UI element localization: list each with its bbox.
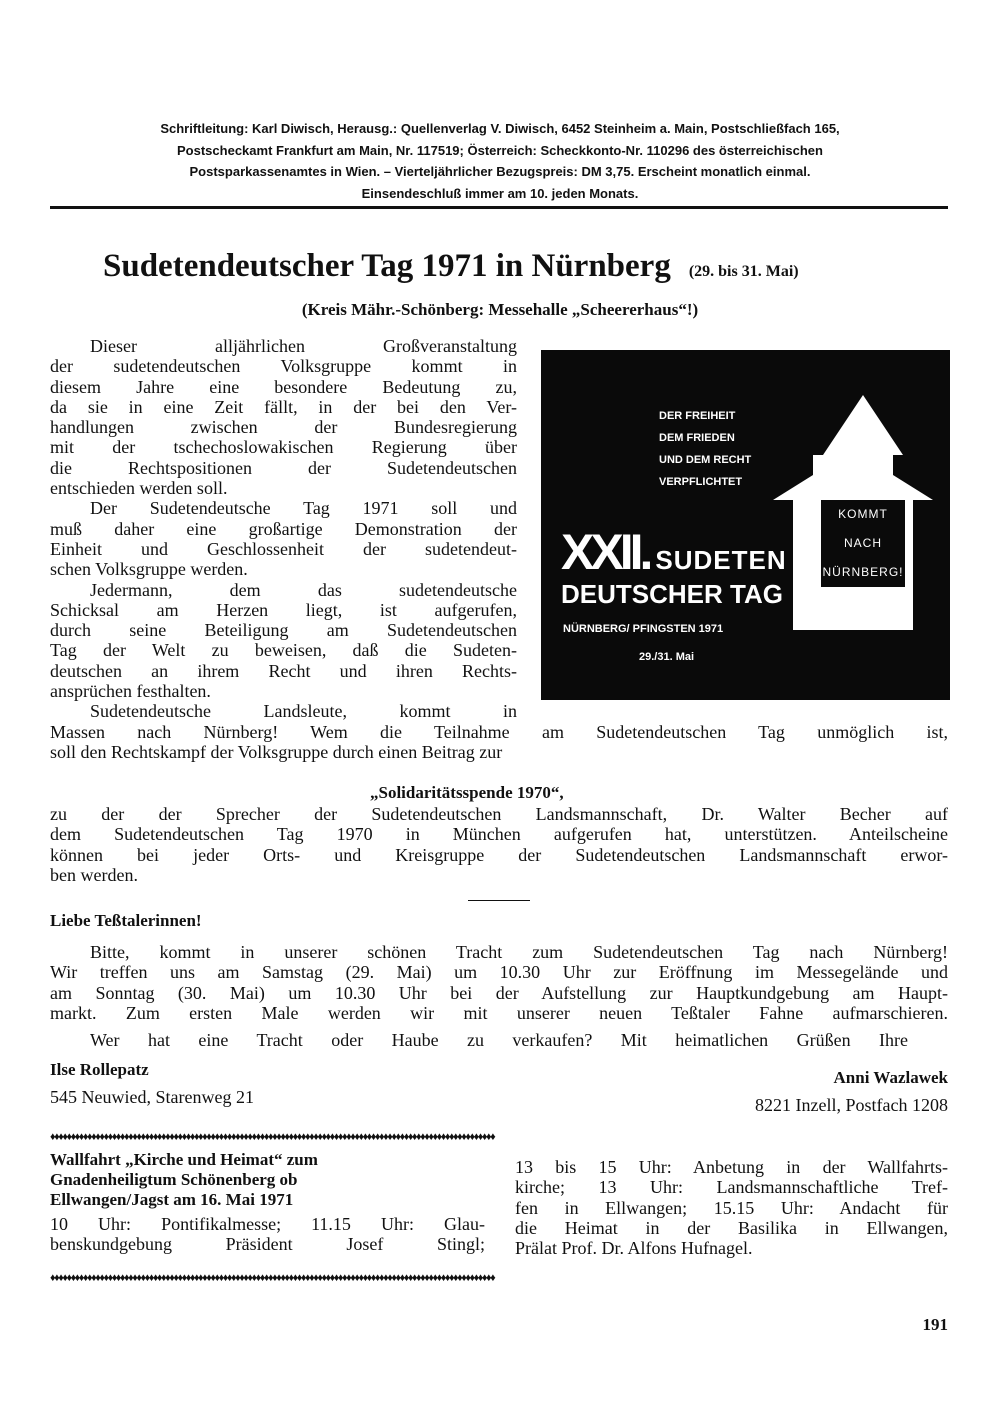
sender2-name: Anni Wazlawek — [833, 1068, 948, 1087]
text-line: deutschen an ihrem Recht und ihren Rechts- — [50, 660, 517, 681]
text-line: 10 Uhr: Pontifikalmesse; 11.15 Uhr: Glau- — [50, 1214, 485, 1234]
text-line: diesem Jahre eine besondere Bedeutung zu, — [50, 376, 517, 397]
poster-line1: SUDETEN — [655, 545, 787, 575]
slogan-line: UND DEM RECHT — [659, 454, 752, 466]
pilgrimage-heading-line: Gnadenheiligtum Schönenberg ob — [50, 1170, 298, 1189]
text-line: Jedermann, dem das sudetendeutsche — [90, 579, 517, 600]
sender1-name: Ilse Rollepatz — [50, 1060, 149, 1079]
text-line: dem Sudetendeutschen Tag 1970 in München aufgerufen hat, unterstützen. Anteilscheine — [50, 824, 948, 845]
slogan-line: DEM FRIEDEN — [659, 432, 735, 444]
text-line: Wir treffen uns am Samstag (29. Mai) um 10.30 Uhr zur Eröffnung im Messegelände und — [50, 962, 948, 983]
masthead-line: Postsparkassenamtes in Wien. – Vierteljährlicher Bezugspreis: DM 3,75. Erscheint monatlich einmal. — [189, 164, 811, 179]
poster-headline — [561, 526, 787, 610]
title-text: Sudetendeutscher Tag 1971 in Nürnberg — [103, 248, 671, 284]
text-line: Prälat Prof. Dr. Alfons Hufnagel. — [515, 1238, 753, 1259]
text-line: Schicksal am Herzen liegt, ist aufgerufen, — [50, 599, 517, 620]
masthead-line: Postscheckamt Frankfurt am Main, Nr. 117519; Österreich: Scheckkonto-Nr. 110296 des österreichischen — [177, 142, 823, 158]
text-line: Dieser alljährlichen Großveranstaltung — [90, 336, 517, 356]
poster-line2: DEUTSCHER TAG — [561, 579, 783, 609]
tower-line: KOMMT — [838, 507, 888, 521]
slogan-line: DER FREIHEIT — [659, 410, 736, 422]
poster-headline-row — [561, 526, 787, 578]
text-line: am Sonntag (30. Mai) um 10.30 Uhr bei der Aufstellung zur Hauptkundgebung am Haupt- — [50, 982, 948, 1003]
text-line: muß daher eine großartige Demonstration der — [50, 518, 517, 539]
tower-line: NÜRNBERG! — [822, 565, 904, 579]
donation-heading: „Solidaritätsspende 1970“, — [370, 783, 564, 802]
ornament-divider: ♦♦♦♦♦♦♦♦♦♦♦♦♦♦♦♦♦♦♦♦♦♦♦♦♦♦♦♦♦♦♦♦♦♦♦♦♦♦♦♦♦♦♦♦♦♦♦♦♦♦♦♦♦♦♦♦♦♦♦♦♦♦♦♦♦♦♦♦♦♦♦♦♦♦♦♦♦♦♦♦♦♦♦♦♦♦♦♦♦♦♦♦♦♦♦♦♦♦♦♦♦♦♦♦♦♦♦♦ — [50, 1131, 495, 1143]
donation-paragraph — [50, 804, 948, 885]
text-line: Wer hat eine Tracht oder Haube zu verkaufen? Mit heimatlichen Grüßen Ihre — [90, 1030, 908, 1050]
pilgrimage-heading-line: Wallfahrt „Kirche und Heimat“ zum — [50, 1150, 318, 1169]
text-line: der sudetendeutschen Volksgruppe kommt in — [50, 356, 517, 377]
masthead-line: Schriftleitung: Karl Diwisch, Herausg.: Quellenverlag V. Diwisch, 6452 Steinheim a. Main, Postschließfach 165, — [160, 121, 840, 136]
sender2-address: 8221 Inzell, Postfach 1208 — [755, 1095, 948, 1115]
event-poster — [541, 350, 950, 700]
tower-line: NACH — [843, 536, 882, 550]
text-line: schen Volksgruppe werden. — [50, 559, 248, 580]
article-continuation — [50, 722, 948, 763]
text-line: Einheit und Geschlossenheit der sudetendeut- — [50, 538, 517, 559]
poster-date: 29./31. Mai — [639, 651, 695, 663]
masthead-line: Einsendeschluß immer am 10. jeden Monats. — [361, 185, 639, 201]
tower-text — [821, 500, 905, 587]
slogan-line: VERPFLICHTET — [659, 476, 743, 488]
text-line: ansprüchen festhalten. — [50, 681, 211, 702]
text-line: soll den Rechtskampf der Volksgruppe durch einen Beitrag zur — [50, 742, 503, 763]
letter-closing — [50, 1030, 908, 1050]
poster-slogan — [659, 405, 751, 493]
letter-greeting: Liebe Teßtalerinnen! — [50, 911, 202, 930]
text-line: 13 bis 15 Uhr: Anbetung in der Wallfahrts- — [515, 1157, 948, 1177]
article-subtitle: (Kreis Mähr.-Schönberg: Messehalle „Scheererhaus“!) — [301, 300, 699, 319]
pilgrimage-left-column — [50, 1150, 485, 1255]
text-line: durch seine Beteiligung am Sudetendeutschen — [50, 620, 517, 641]
text-line: entschieden werden soll. — [50, 478, 228, 499]
section-divider — [468, 900, 530, 901]
poster-numeral: XXII. — [561, 524, 650, 580]
text-line: fen in Ellwangen; 15.15 Uhr: Andacht für — [515, 1197, 948, 1218]
text-line: können bei jeder Orts- und Kreisgruppe der Sudetendeutschen Landsmannschaft erwor- — [50, 844, 948, 865]
text-line: zu der der Sprecher der Sudetendeutschen Landsmannschaft, Dr. Walter Becher auf — [50, 804, 948, 824]
text-line: da sie in eine Zeit fällt, in der bei den Ver- — [50, 396, 517, 417]
text-line: Sudetendeutsche Landsleute, kommt in — [90, 701, 517, 722]
sender1-address: 545 Neuwied, Starenweg 21 — [50, 1087, 254, 1107]
pilgrimage-heading-line: Ellwangen/Jagst am 16. Mai 1971 — [50, 1190, 294, 1209]
text-line: benskundgebung Präsident Josef Stingl; — [50, 1234, 485, 1255]
masthead-divider — [50, 206, 948, 209]
text-line: ben werden. — [50, 864, 138, 885]
text-line: die Rechtspositionen der Sudetendeutschen — [50, 457, 517, 478]
text-line: mit der tschechoslowakischen Regierung über — [50, 437, 517, 458]
text-line: markt. Zum ersten Male werden wir mit unserer neuen Teßtaler Fahne aufmarschieren. — [50, 1002, 948, 1023]
text-line: Tag der Welt zu beweisen, daß die Sudeten- — [50, 640, 517, 661]
masthead — [50, 118, 950, 204]
article-title — [103, 248, 799, 285]
title-dates: (29. bis 31. Mai) — [688, 263, 799, 280]
ornament-divider: ♦♦♦♦♦♦♦♦♦♦♦♦♦♦♦♦♦♦♦♦♦♦♦♦♦♦♦♦♦♦♦♦♦♦♦♦♦♦♦♦♦♦♦♦♦♦♦♦♦♦♦♦♦♦♦♦♦♦♦♦♦♦♦♦♦♦♦♦♦♦♦♦♦♦♦♦♦♦♦♦♦♦♦♦♦♦♦♦♦♦♦♦♦♦♦♦♦♦♦♦♦♦♦♦♦♦♦♦ — [50, 1272, 495, 1284]
text-line: Massen nach Nürnberg! Wem die Teilnahme am Sudetendeutschen Tag unmöglich ist, — [50, 722, 948, 742]
article-column — [50, 336, 517, 722]
letter-body — [50, 942, 948, 1023]
pilgrimage-right-column — [515, 1157, 948, 1258]
text-line: kirche; 13 Uhr: Landsmannschaftliche Tref- — [515, 1177, 948, 1198]
poster-location: NÜRNBERG/ PFINGSTEN 1971 — [563, 623, 724, 635]
text-line: Der Sudetendeutsche Tag 1971 soll und — [90, 498, 517, 519]
text-line: die Heimat in der Basilika in Ellwangen, — [515, 1217, 948, 1238]
page-number: 191 — [922, 1315, 948, 1334]
text-line: Bitte, kommt in unserer schönen Tracht zum Sudetendeutschen Tag nach Nürnberg! — [90, 942, 948, 962]
text-line: handlungen zwischen der Bundesregierung — [50, 417, 517, 438]
